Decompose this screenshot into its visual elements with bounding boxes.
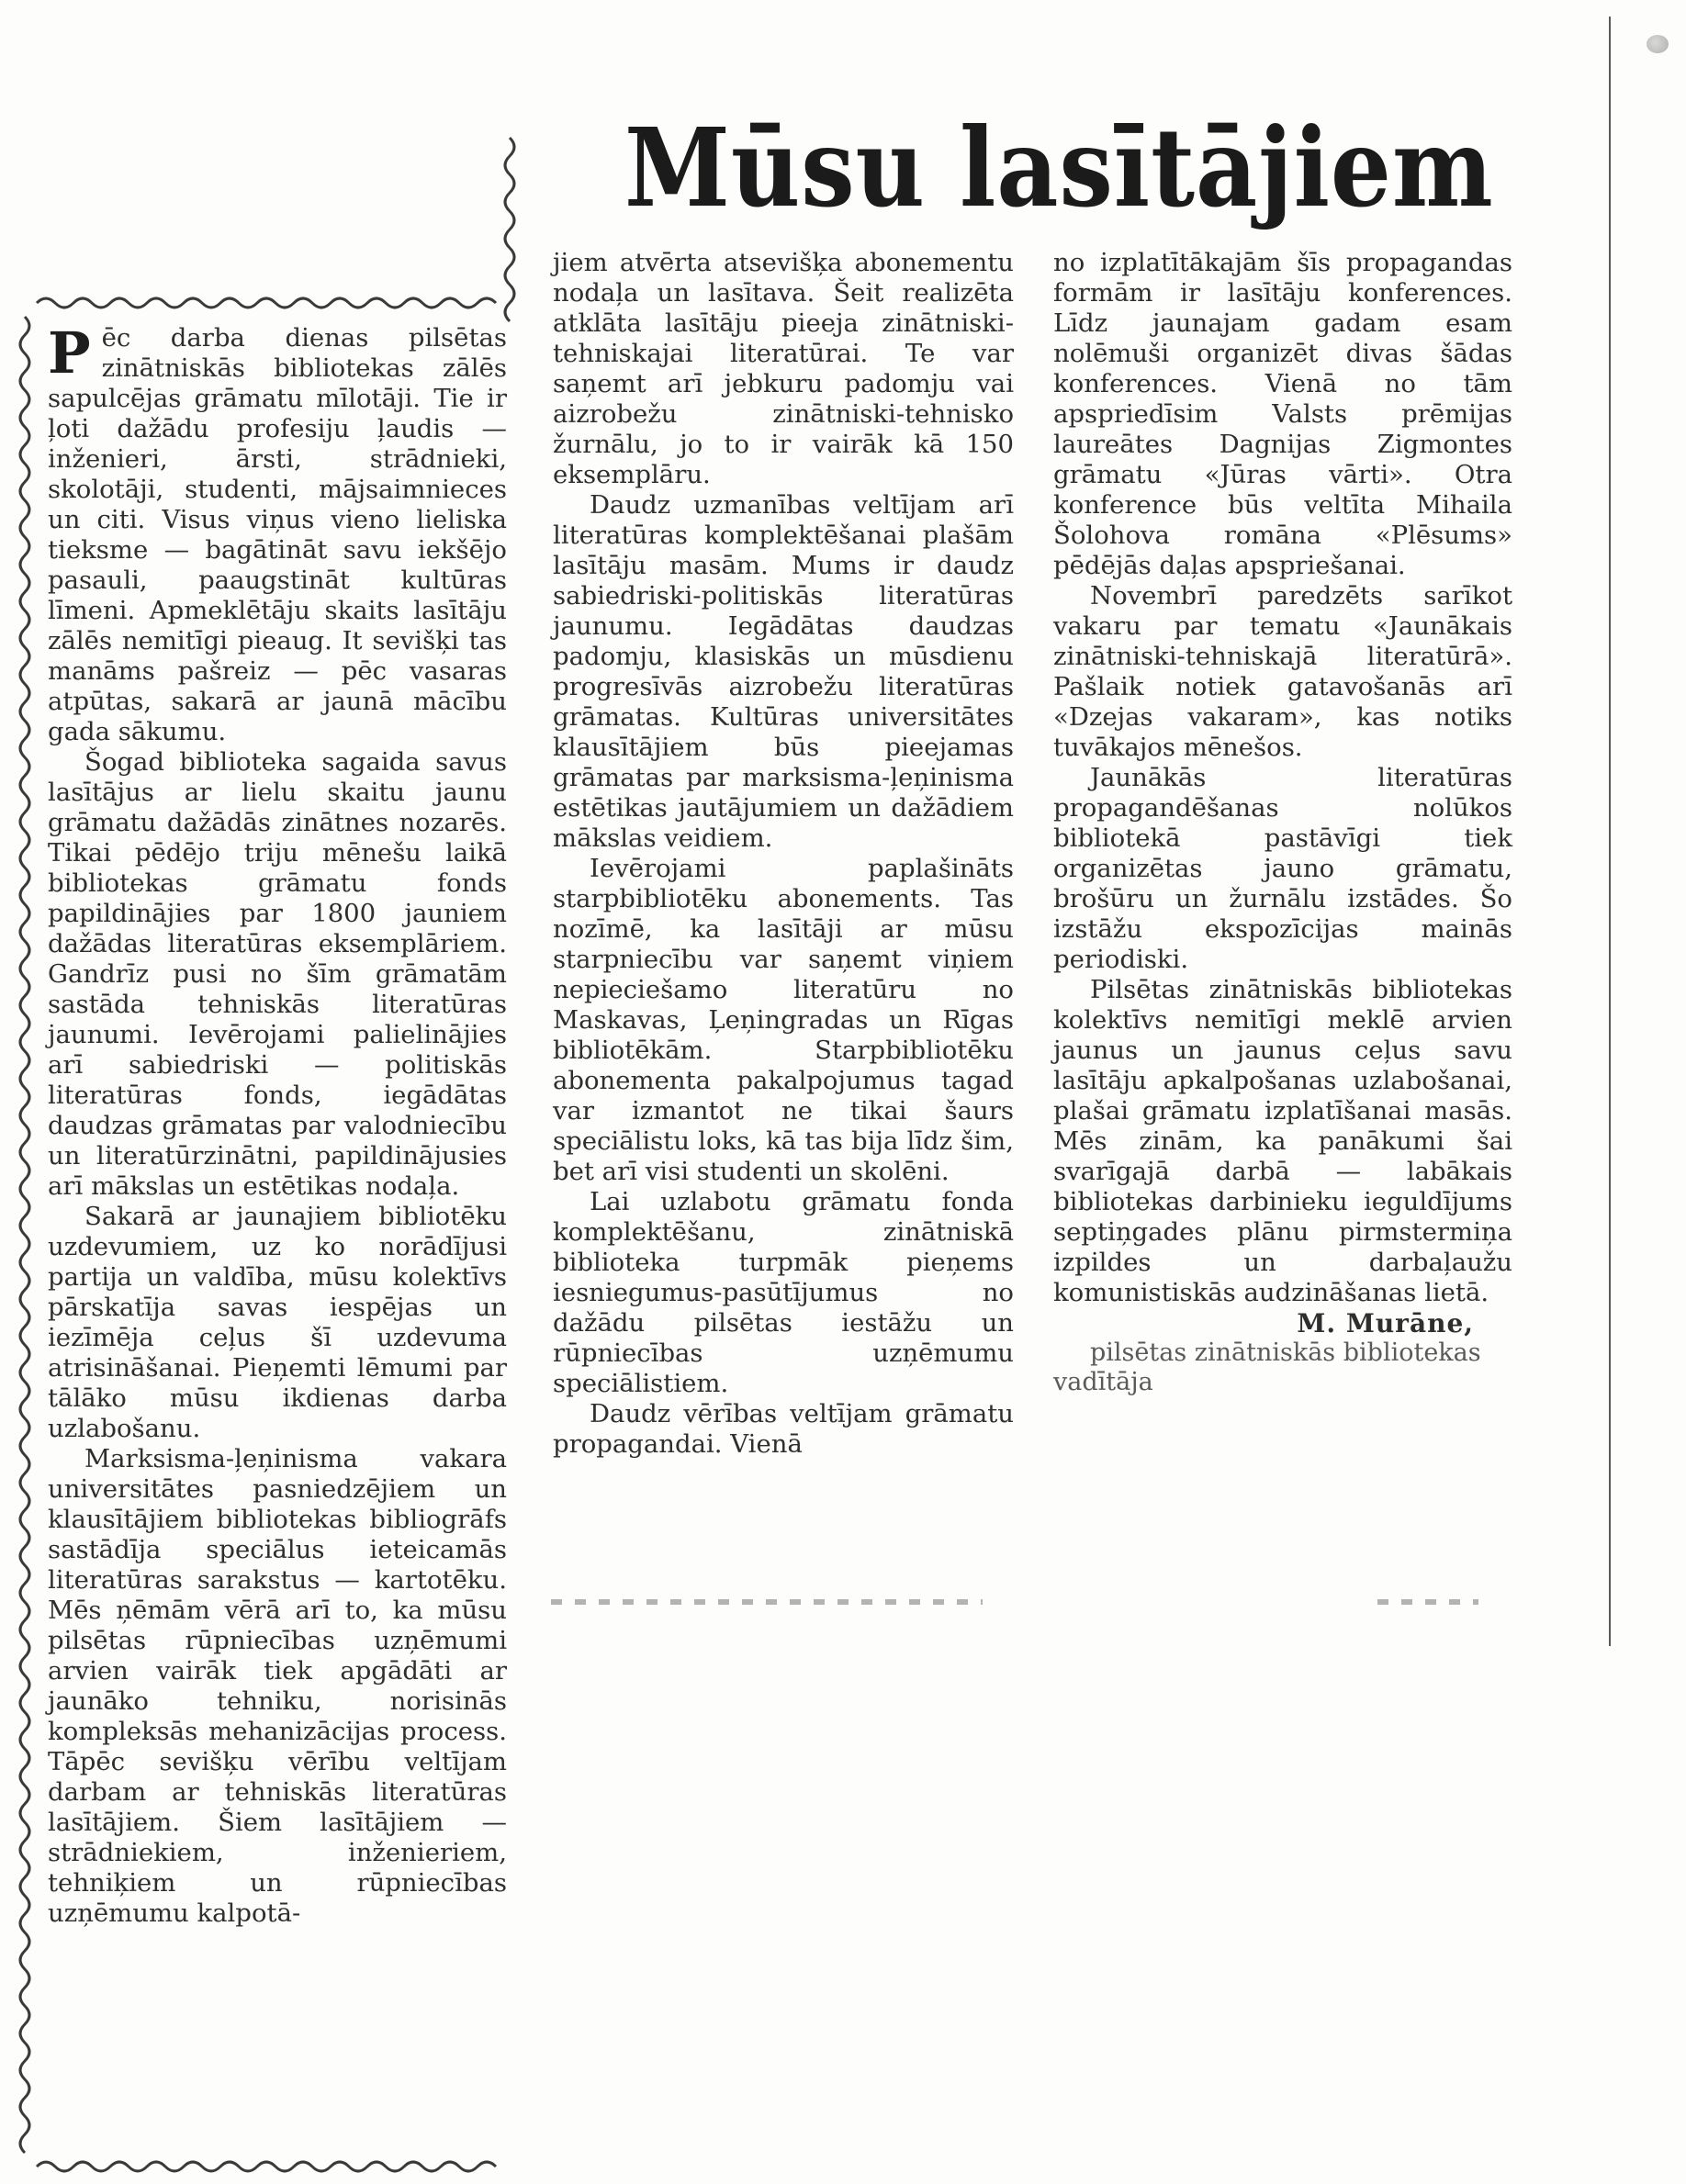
column-1-paragraph-3: Sakarā ar jaunajiem bibliotēku uzdevumiem, uz ko norādījusi partija un valdība, mūsu kolektīvs pārskatīja savas iespējas un iezīmēja ceļus šī uzdevuma atrisināšanai. Pieņemti lēmumi par tālāko mūsu ikdienas darba uzlabošanu. bbox=[48, 1202, 507, 1443]
column-1-paragraph-4: Marksisma-ļeņinisma vakara universitātes pasniedzējiem un klausītājiem bibliotekas bibliogrāfs sastādīja speciālus ieteicamās literatūras sarakstus — kartotēku. Mēs ņēmām vērā arī to, ka mūsu pilsētas rūpniecības uzņēmumi arvien vairāk tiek apgādāti ar jaunāko tehniku, norisinās kompleksās mehanizācijas process. Tāpēc sevišķu vērību veltījam darbam ar tehniskās literatūras lasītājiem. Šiem lasītājiem — strādniekiem, inženieriem, tehniķiem un rūpniecības uzņēmumu kalpotā- bbox=[48, 1444, 507, 1928]
article-headline: Mūsu lasītājiem bbox=[624, 104, 1494, 231]
wavy-cut-line-left bbox=[13, 317, 37, 2153]
drop-cap: P bbox=[48, 319, 91, 386]
article-column-1 bbox=[48, 319, 507, 1929]
column-3-paragraph-1: no izplatītākajām šīs propagandas formām ir lasītāju konferences. Līdz jaunajam gadam esam nolēmuši organizēt divas šādas konferences. Vienā no tām apspriedīsim Valsts prēmijas laureātes Dagnijas Zigmontes grāmatu «Jūras vārti». Otra konference būs veltīta Mihaila Šolohova romāna «Plēsums» pēdējās daļas apspriešanai. bbox=[1053, 248, 1512, 580]
column-1-paragraph-2: Šogad biblioteka sagaida savus lasītājus ar lielu skaitu jaunu grāmatu dažādās zinātnes nozarēs. Tikai pēdējo triju mēnešu laikā bibliotekas grāmatu fonds papildinājies par 1800 jauniem dažādas literatūras eksemplāriem. Gandrīz pusi no šīm grāmatām sastāda tehniskās literatūras jaunumi. Ievērojami palielinājies arī sabiedriski — politiskās literatūras fonds, iegādātas daudzas grāmatas par valodniecību un literatūrzinātni, papildinājusies arī mākslas un estētikas nodaļa. bbox=[48, 747, 507, 1201]
column-2-paragraph-2: Daudz uzmanības veltījam arī literatūras komplektēšanai plašām lasītāju masām. Mums ir daudz sabiedriski-politiskās literatūras jaunumu. Iegādātas daudzas padomju, klasiskās un mūsdienu progresīvās aizrobežu literatūras grāmatas. Kultūras universitātes klausītājiem būs pieejamas grāmatas par marksisma-ļeņinisma estētikas jautājumiem un dažādiem mākslas veidiem. bbox=[553, 490, 1014, 853]
wavy-cut-line-bottom bbox=[37, 2156, 505, 2178]
author-name: M. Murāne, bbox=[1297, 1308, 1474, 1338]
column-1-paragraph-1: Pēc darba dienas pilsētas zinātniskās bibliotekas zālēs sapulcējas grāmatu mīlotāji. Tie ir ļoti dažādu profesiju ļaudis — inženieri, ārsti, strādnieki, skolotāji, studenti, mājsaimnieces un citi. Visus viņus vieno lieliska tieksme — bagātināt savu iekšējo pasauli, paaugstināt kultūras līmeni. Apmeklētāju skaits lasītāju zālēs nemitīgi pieaug. It sevišķi tas manāms pašreiz — pēc vasaras atpūtas, sakarā ar jaunā mācību gada sākumu. bbox=[48, 319, 507, 746]
column-2-paragraph-5: Daudz vērības veltījam grāmatu propagandai. Vienā bbox=[553, 1399, 1014, 1459]
wavy-cut-line-horizontal-top bbox=[37, 292, 505, 314]
column-2-end-rule bbox=[551, 1599, 983, 1605]
column-2-paragraph-4: Lai uzlabotu grāmatu fonda komplektēšanu, zinātniskā biblioteka turpmāk pieņems iesniegumus-pasūtījumus no dažādu pilsētas iestāžu un rūpniecības uzņēmumu speciālistiem. bbox=[553, 1187, 1014, 1398]
column-3-end-rule bbox=[1377, 1599, 1478, 1605]
clipping-edge-line bbox=[1609, 17, 1611, 1646]
column-3-paragraph-4: Pilsētas zinātniskās bibliotekas kolektīvs nemitīgi meklē arvien jaunus un jaunus ceļus savu lasītāju apkalpošanas uzlabošanai, plašai grāmatu izplatīšanai masās. Mēs zinām, ka panākumi šai svarīgajā darbā — labākais bibliotekas darbinieku ieguldījums septiņgades plānu pirmstermiņa izpildes un darbaļaužu komunistiskās audzināšanas lietā. bbox=[1053, 975, 1512, 1307]
scan-corner-mark bbox=[1647, 35, 1669, 53]
column-3-paragraph-2: Novembrī paredzēts sarīkot vakaru par tematu «Jaunākais zinātniski-tehniskajā literatūrā». Pašlaik notiek gatavošanās arī «Dzejas vakaram», kas notiks tuvākajos mēnešos. bbox=[1053, 581, 1512, 762]
article-column-3 bbox=[1053, 248, 1512, 1397]
column-2-paragraph-3: Ievērojami paplašināts starpbibliotēku abonements. Tas nozīmē, ka lasītāji ar mūsu starpniecību var saņemt viņiem nepieciešamo literatūru no Maskavas, Ļeņingradas un Rīgas bibliotēkām. Starpbibliotēku abonementa pakalpojumus tagad var izmantot ne tikai šaurs speciālistu loks, kā tas bija līdz šim, bet arī visi studenti un skolēni. bbox=[553, 854, 1014, 1186]
article-column-2 bbox=[553, 248, 1014, 1460]
column-3-paragraph-3: Jaunākās literatūras propagandēšanas nolūkos bibliotekā pastāvīgi tiek organizētas jauno grāmatu, brošūru un žurnālu izstādes. Šo izstāžu ekspozīcijas mainās periodiski. bbox=[1053, 763, 1512, 974]
column-2-paragraph-1: jiem atvērta atsevišķa abonementu nodaļa un lasītava. Šeit realizēta atklāta lasītāju pieeja zinātniski-tehniskajai literatūrai. Te var saņemt arī jebkuru padomju vai aizrobežu zinātniski-tehnisko žurnālu, jo to ir vairāk kā 150 eksemplāru. bbox=[553, 248, 1014, 489]
author-title: pilsētas zinātniskās bibliotekas vadītāja bbox=[1053, 1338, 1481, 1396]
